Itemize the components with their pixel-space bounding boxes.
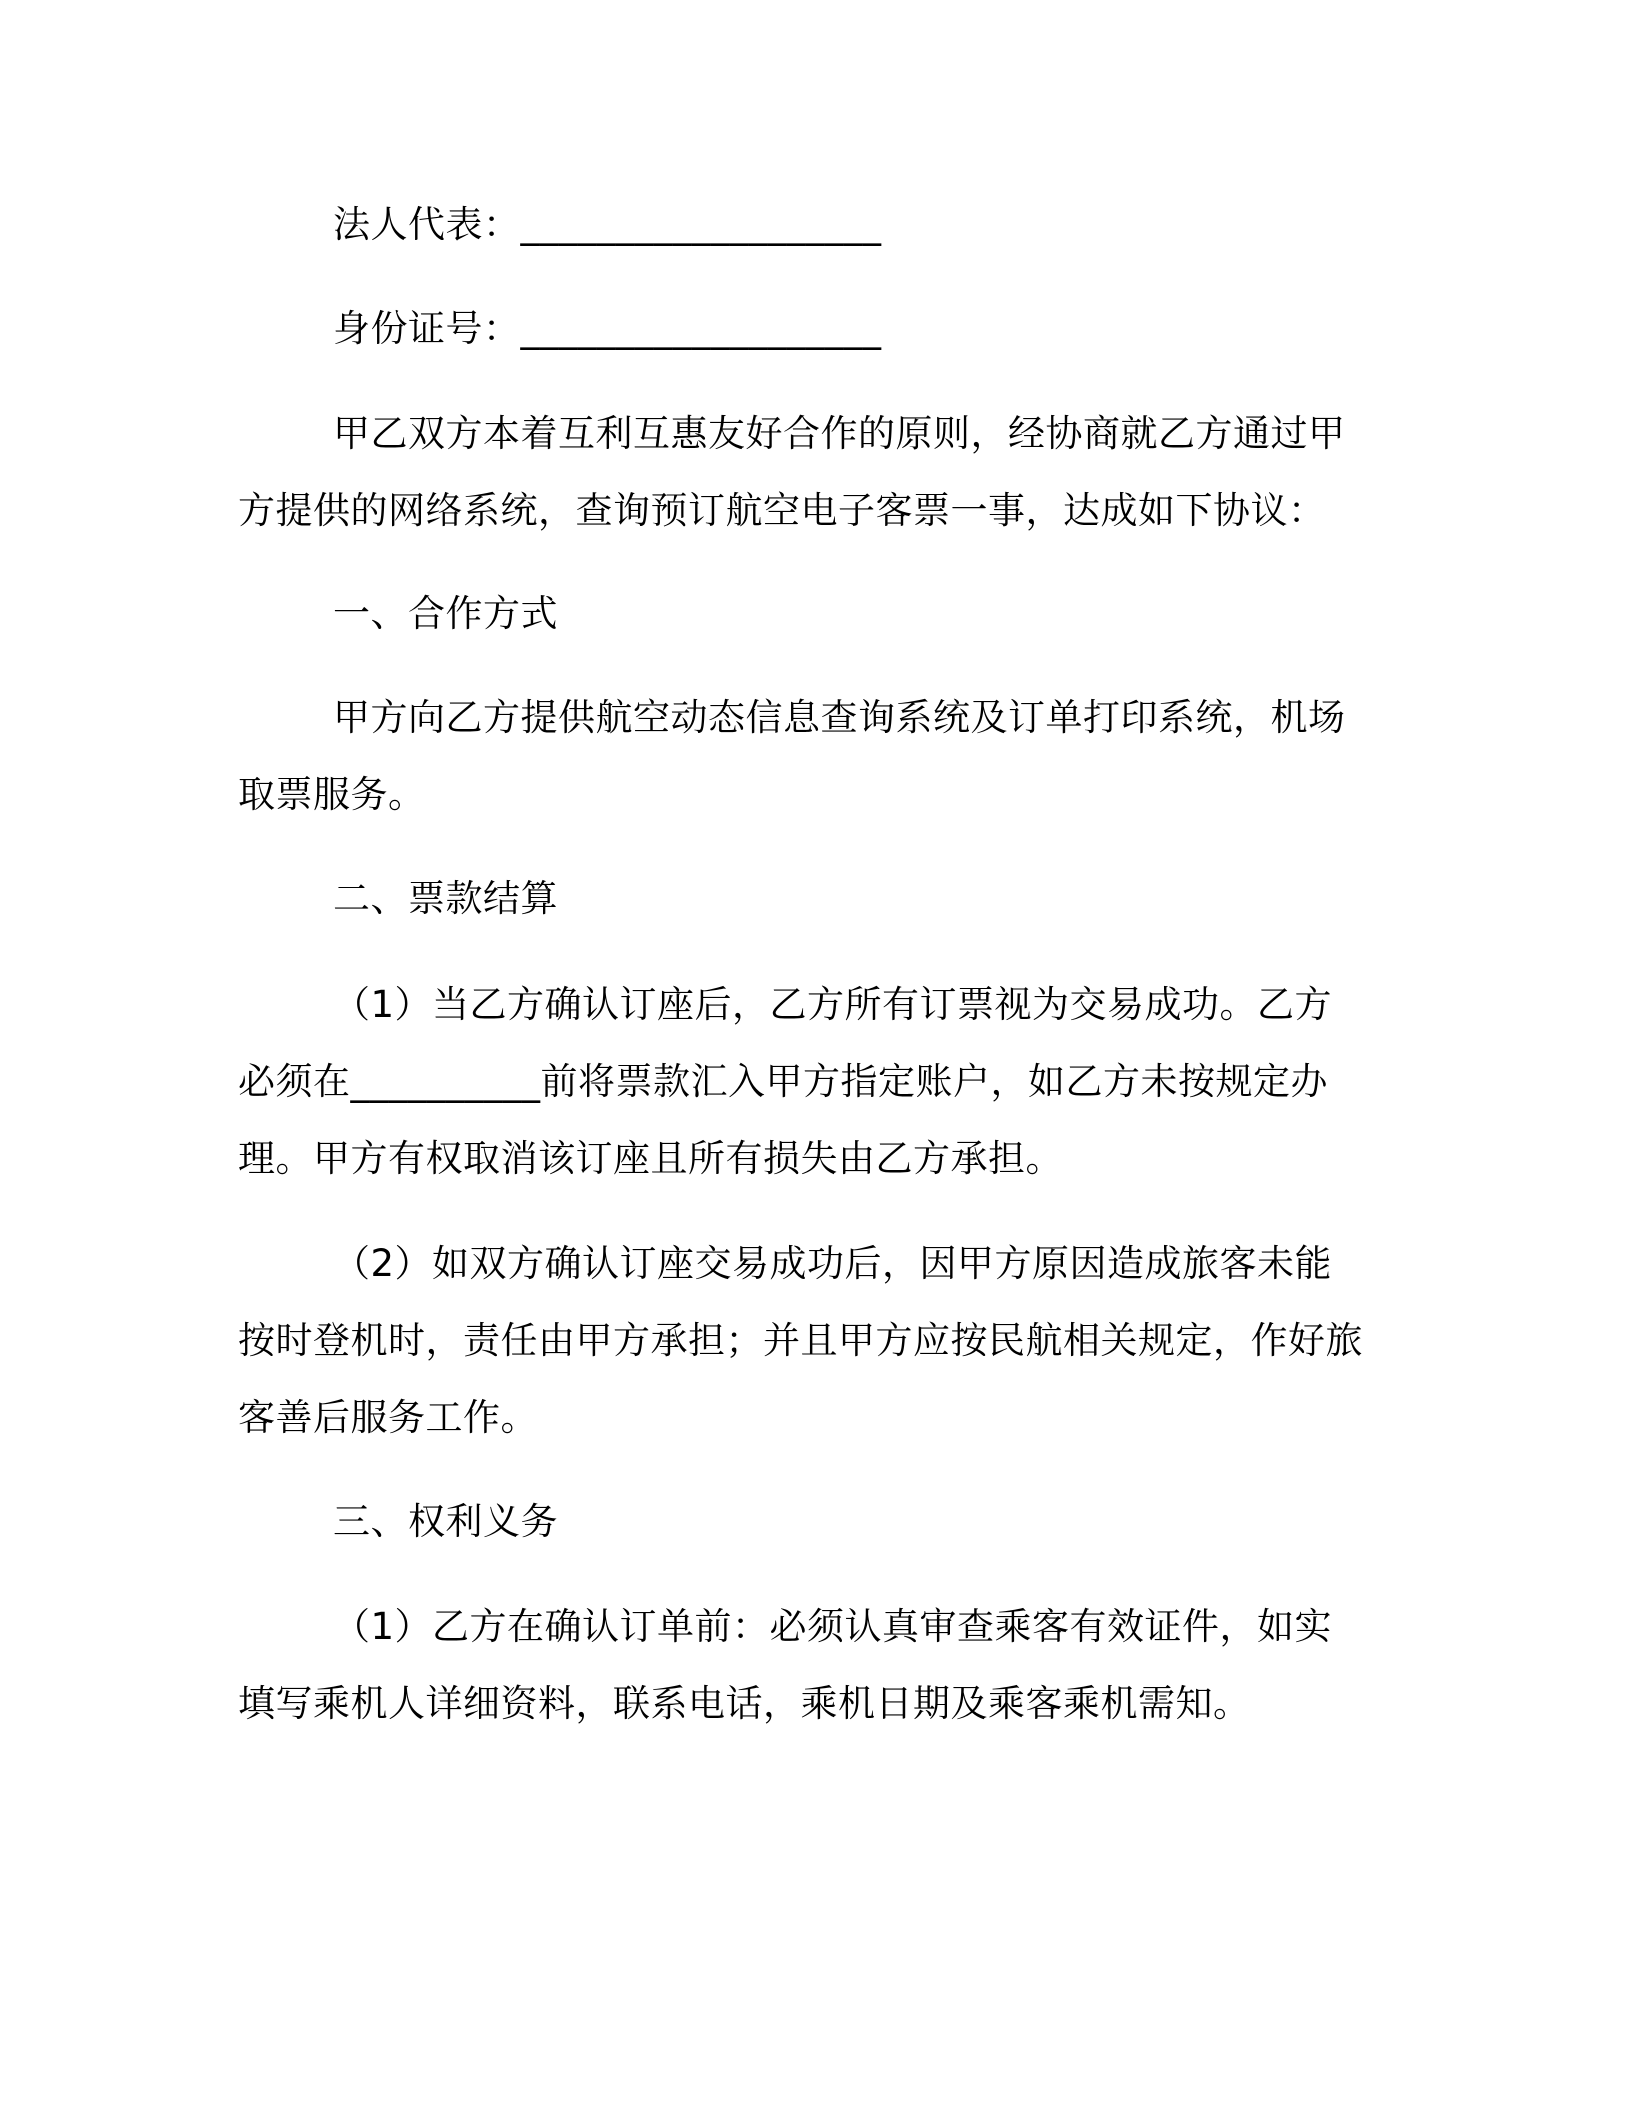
legal-representative-line: 法人代表：___________________	[333, 203, 882, 246]
id-number-line: 身份证号：___________________	[333, 307, 882, 350]
section-2-item-1: （1）当乙方确认订座后，乙方所有订票视为交易成功。乙方必须在__________前将票款汇入甲方指定账户，如乙方未按规定办理。甲方有权取消该订座且所有损失由乙方承担。	[238, 983, 1333, 1180]
section-1-paragraph: 甲方向乙方提供航空动态信息查询系统及订单打印系统，机场取票服务。	[238, 696, 1346, 816]
document-body	[238, 186, 1368, 1742]
section-3-heading: 三、权利义务	[333, 1500, 558, 1543]
section-2-item-2: （2）如双方确认订座交易成功后，因甲方原因造成旅客未能按时登机时，责任由甲方承担；并且甲方应按民航相关规定，作好旅客善后服务工作。	[238, 1242, 1363, 1439]
section-3-item-1: （1）乙方在确认订单前：必须认真审查乘客有效证件，如实填写乘机人详细资料，联系电话，乘机日期及乘客乘机需知。	[238, 1605, 1333, 1725]
section-1-heading: 一、合作方式	[333, 592, 558, 635]
intro-paragraph: 甲乙双方本着互利互惠友好合作的原则，经协商就乙方通过甲方提供的网络系统，查询预订航空电子客票一事，达成如下协议：	[238, 412, 1346, 532]
section-2-heading: 二、票款结算	[333, 877, 558, 920]
